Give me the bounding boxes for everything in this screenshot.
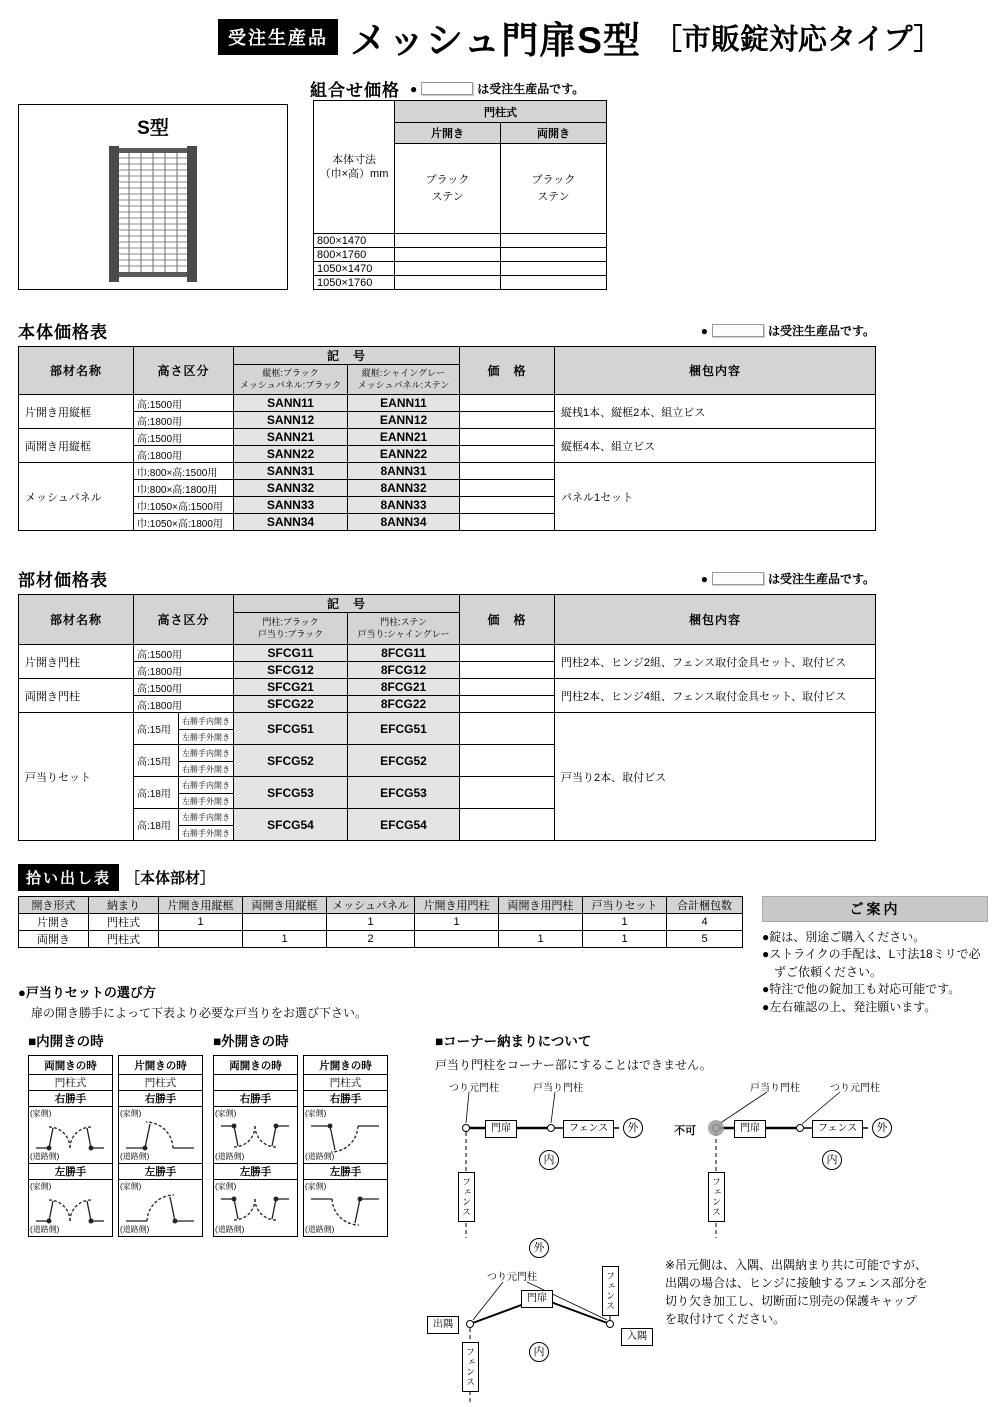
price-cell: [501, 276, 607, 290]
hiroi-cell: 5: [667, 931, 743, 948]
code-cell: EANN11: [348, 395, 460, 412]
road-side-label: (道路側): [215, 1225, 245, 1234]
goannai-items: [762, 929, 988, 1016]
height-cell: 巾:800×高:1800用: [134, 480, 234, 497]
price-cell: [395, 276, 501, 290]
door-swing-icon: [220, 1120, 290, 1154]
order-note: [701, 570, 875, 587]
road-side-label: (道路側): [30, 1152, 60, 1161]
code-cell: 8FCG12: [348, 662, 460, 679]
code-cell: EFCG52: [348, 745, 460, 777]
hiroi-cell: [243, 914, 327, 931]
color-price-cell: ブラック ステン: [395, 144, 501, 234]
code-cell: SANN12: [234, 412, 348, 429]
road-side-label: (道路側): [305, 1225, 335, 1234]
hiroi-cell: 門柱式: [89, 931, 159, 948]
contents-cell: 門柱2本、ヒンジ4組、フェンス取付金具セット、取付ビス: [555, 679, 876, 713]
erabikata-section: [18, 982, 367, 1021]
combo-price-table: [313, 100, 607, 290]
swing-diagram-cell: [214, 1180, 298, 1237]
hand-direction-cell: 右勝手内開き 左勝手外開き: [179, 713, 234, 745]
hiroi-cell: 1: [415, 914, 499, 931]
col-header-part: 部材名称: [19, 595, 134, 645]
hiroi-cell: [159, 931, 243, 948]
height-cell: 高:18用: [134, 809, 179, 841]
part-name-cell: 両開き用縦框: [19, 429, 134, 463]
double-swing-header: 両開き: [501, 123, 607, 144]
road-side-label: (道路側): [30, 1225, 60, 1234]
code-cell: 8ANN33: [348, 497, 460, 514]
contents-cell: 門柱2本、ヒンジ2組、フェンス取付金具セット、取付ビス: [555, 645, 876, 679]
hiroidashi-table: [18, 896, 743, 948]
part-name-cell: 両開き門柱: [19, 679, 134, 713]
col-header-height: 高さ区分: [134, 347, 234, 395]
code-cell: SANN11: [234, 395, 348, 412]
bullet-icon: ●: [700, 323, 708, 338]
part-name-cell: 戸当りセット: [19, 713, 134, 841]
height-cell: 高:15用: [134, 713, 179, 745]
swing-table-title: 片開きの時: [304, 1056, 388, 1075]
code-cell: EANN22: [348, 446, 460, 463]
corner-diagram-bottom: [425, 1238, 675, 1406]
outside-marker: 外: [872, 1118, 892, 1138]
swing-diagram-cell: [119, 1180, 203, 1237]
hiroi-cell: 1: [583, 914, 667, 931]
order-note-text: は受注生産品です。: [767, 572, 875, 586]
house-side-label: (家側): [30, 1182, 52, 1191]
part-name-cell: 片開き用縦框: [19, 395, 134, 429]
inside-marker: 内: [822, 1150, 842, 1170]
fence-label-vertical: フェンス: [462, 1342, 479, 1392]
price-cell: [460, 514, 555, 531]
code-cell: SANN22: [234, 446, 348, 463]
sotobiraki-block: [213, 1030, 388, 1237]
contents-cell: 縦桟1本、縦框2本、組立ビス: [555, 395, 876, 429]
height-cell: 高:18用: [134, 777, 179, 809]
hiroi-cell: 1: [243, 931, 327, 948]
hiroidashi-heading-row: [18, 864, 215, 891]
goannai-item: ●ストライクの手配は、L寸法18ミリで必ずご依頼ください。: [762, 947, 981, 979]
door-swing-icon: [310, 1193, 380, 1227]
page-title: メッシュ門扉S型: [350, 20, 641, 61]
swing-diagram-cell: [29, 1107, 113, 1164]
gate-illustration: [105, 144, 201, 284]
table-row: [19, 914, 743, 931]
hiroi-header-cell: メッシュパネル: [327, 897, 415, 914]
height-cell: 高:15用: [134, 745, 179, 777]
blank-price-box: [421, 82, 473, 95]
height-cell: 巾:800×高:1500用: [134, 463, 234, 480]
order-note: [701, 322, 875, 339]
hiroi-cell: 1: [499, 931, 583, 948]
gate-label-box: 門扉: [521, 1290, 553, 1308]
corner-diagram-allowed: [435, 1076, 665, 1240]
hiroi-cell: 1: [159, 914, 243, 931]
code-cell: SFCG11: [234, 645, 348, 662]
col-header-price: 価 格: [460, 347, 555, 395]
made-to-order-badge: 受注生産品: [218, 19, 338, 55]
code-cell: SANN31: [234, 463, 348, 480]
inside-marker: 内: [539, 1150, 559, 1170]
house-side-label: (家側): [120, 1182, 142, 1191]
post-type-cell: [214, 1075, 298, 1091]
code-cell: SFCG54: [234, 809, 348, 841]
corner-note: [665, 1256, 995, 1328]
right-hand-label: 右勝手: [304, 1091, 388, 1107]
code-cell: SFCG52: [234, 745, 348, 777]
swing-table-title: 片開きの時: [119, 1056, 203, 1075]
hiroi-cell: 両開き: [19, 931, 89, 948]
left-hand-label: 左勝手: [119, 1164, 203, 1180]
price-cell: [460, 645, 555, 662]
bullet-icon: ●: [410, 81, 418, 96]
swing-table-title: 両開きの時: [214, 1056, 298, 1075]
price-cell: [460, 696, 555, 713]
house-side-label: (家側): [305, 1109, 327, 1118]
single-swing-header: 片開き: [395, 123, 501, 144]
price-cell: [395, 234, 501, 248]
col-header-height: 高さ区分: [134, 595, 234, 645]
bullet-icon: ●: [700, 571, 708, 586]
code-cell: EFCG51: [348, 713, 460, 745]
blank-price-box: [712, 572, 764, 585]
outside-marker: 外: [529, 1238, 549, 1258]
hinge-post-label: つり元門柱: [830, 1083, 880, 1094]
corner-section-heading: [435, 1030, 712, 1073]
table-row: [19, 931, 743, 948]
corner-note-line: 出隅の場合は、ヒンジに接触するフェンス部分を: [665, 1276, 928, 1290]
uchibiraki-block: [28, 1030, 203, 1237]
height-cell: 高:1800用: [134, 662, 234, 679]
right-hand-label: 右勝手: [29, 1091, 113, 1107]
price-cell: [460, 412, 555, 429]
part-name-cell: メッシュパネル: [19, 463, 134, 531]
hiroi-header-cell: 納まり: [89, 897, 159, 914]
stopper-post-label: 戸当り門柱: [533, 1083, 583, 1094]
code-cell: 8ANN32: [348, 480, 460, 497]
erabikata-title: ●戸当りセットの選び方: [18, 985, 156, 1000]
swing-table-title: 両開きの時: [29, 1056, 113, 1075]
code-cell: SANN21: [234, 429, 348, 446]
hiroi-cell: 門柱式: [89, 914, 159, 931]
code-cell: SFCG53: [234, 777, 348, 809]
buzai-price-heading: 部材価格表: [18, 571, 108, 590]
size-cell: 800×1470: [314, 234, 395, 248]
corner-note-line: ※吊元側は、入隅、出隅納まり共に可能ですが、: [665, 1258, 928, 1272]
price-cell: [460, 809, 555, 841]
inside-corner-label: 入隅: [621, 1328, 653, 1346]
price-cell: [460, 713, 555, 745]
code-cell: SFCG22: [234, 696, 348, 713]
hand-direction-cell: 左勝手内開き 右勝手外開き: [179, 745, 234, 777]
code-cell: 8ANN31: [348, 463, 460, 480]
not-allowed-marker: [708, 1120, 724, 1136]
order-note: [410, 80, 584, 97]
inside-marker: 内: [529, 1342, 549, 1362]
col-header-part: 部材名称: [19, 347, 134, 395]
code-cell: SANN32: [234, 480, 348, 497]
goannai-item: ●錠は、別途ご購入ください。: [762, 930, 926, 944]
hiroi-header-cell: 両開き用縦框: [243, 897, 327, 914]
hinge-post-label: つり元門柱: [449, 1083, 499, 1094]
goannai-item: ●特注で他の錠加工も対応可能です。: [762, 982, 961, 997]
left-hand-label: 左勝手: [29, 1164, 113, 1180]
buzai-heading-row: [18, 566, 875, 591]
height-cell: 高:1500用: [134, 679, 234, 696]
color-price-cell: ブラック ステン: [501, 144, 607, 234]
height-cell: 巾:1050×高:1800用: [134, 514, 234, 531]
door-swing-icon: [220, 1193, 290, 1227]
page-header: [218, 10, 942, 64]
buzai-price-table: [18, 594, 876, 841]
order-note-text: は受注生産品です。: [477, 82, 585, 96]
house-side-label: (家側): [120, 1109, 142, 1118]
price-cell: [460, 679, 555, 696]
price-cell: [395, 248, 501, 262]
price-cell: [501, 234, 607, 248]
col-header-contents: 梱包内容: [555, 595, 876, 645]
col-header-code: 記 号: [234, 347, 460, 365]
not-allowed-label: 不可: [674, 1125, 696, 1137]
gate-label-box: 門扉: [734, 1120, 766, 1138]
hontai-price-heading: 本体価格表: [18, 323, 108, 342]
code-cell: EFCG54: [348, 809, 460, 841]
road-side-label: (道路側): [120, 1225, 150, 1234]
swing-table-kata-soto: [303, 1055, 388, 1237]
swing-diagram-cell: [119, 1107, 203, 1164]
blank-price-box: [712, 324, 764, 337]
hiroi-cell: 4: [667, 914, 743, 931]
height-cell: 高:1800用: [134, 696, 234, 713]
hiroi-header-cell: 両開き用門柱: [499, 897, 583, 914]
hiroi-cell: 2: [327, 931, 415, 948]
right-hand-label: 右勝手: [214, 1091, 298, 1107]
height-cell: 高:1500用: [134, 645, 234, 662]
post-type-cell: 門柱式: [304, 1075, 388, 1091]
code-cell: SANN34: [234, 514, 348, 531]
price-cell: [460, 395, 555, 412]
price-cell: [460, 497, 555, 514]
part-name-cell: 片開き門柱: [19, 645, 134, 679]
height-cell: 高:1800用: [134, 412, 234, 429]
left-hand-label: 左勝手: [304, 1164, 388, 1180]
hontai-heading-row: [18, 318, 875, 343]
code-cell: 8FCG21: [348, 679, 460, 696]
goannai-item: ●左右確認の上、発注願います。: [762, 999, 937, 1014]
sotobiraki-heading: ■外開きの時: [213, 1034, 289, 1049]
goannai-section: [762, 896, 988, 1016]
house-side-label: (家側): [30, 1109, 52, 1118]
dimension-header-cell: 本体寸法 （巾×高）mm: [314, 101, 395, 234]
swing-table-kata-uchi: [118, 1055, 203, 1237]
goannai-title: ご案内: [762, 896, 988, 922]
stopper-post-label: 戸当り門柱: [750, 1083, 800, 1094]
swing-table-ryou-soto: [213, 1055, 298, 1237]
contents-cell: パネル1セット: [555, 463, 876, 531]
code-cell: SANN33: [234, 497, 348, 514]
contents-cell: 戸当り2本、取付ビス: [555, 713, 876, 841]
corner-note-line: 切り欠き加工し、切断面に別売の保護キャップ: [665, 1294, 918, 1308]
hiroi-header-cell: 片開き用縦框: [159, 897, 243, 914]
house-side-label: (家側): [215, 1109, 237, 1118]
code-variant1-header: 門柱:ブラック 戸当り:ブラック: [234, 613, 348, 645]
col-header-contents: 梱包内容: [555, 347, 876, 395]
fence-label-vertical: フェンス: [602, 1266, 619, 1316]
gate-label-box: 門扉: [485, 1120, 517, 1138]
road-side-label: (道路側): [120, 1152, 150, 1161]
hiroi-header-cell: 片開き用門柱: [415, 897, 499, 914]
code-cell: 8FCG11: [348, 645, 460, 662]
swing-diagram-cell: [29, 1180, 113, 1237]
hiroi-cell: 1: [583, 931, 667, 948]
left-hand-label: 左勝手: [214, 1164, 298, 1180]
post-type-header: 門柱式: [395, 101, 607, 123]
house-side-label: (家側): [215, 1182, 237, 1191]
code-variant2-header: 門柱:ステン 戸当り:シャイングレー: [348, 613, 460, 645]
code-cell: SFCG12: [234, 662, 348, 679]
price-cell: [501, 248, 607, 262]
col-header-price: 価 格: [460, 595, 555, 645]
door-swing-icon: [35, 1193, 105, 1227]
hiroi-cell: 1: [327, 914, 415, 931]
outside-marker: 外: [623, 1118, 643, 1138]
post-type-cell: 門柱式: [119, 1075, 203, 1091]
outside-corner-label: 出隅: [427, 1316, 459, 1334]
price-cell: [460, 662, 555, 679]
combo-price-heading: 組合せ価格: [310, 81, 400, 100]
door-swing-icon: [125, 1120, 195, 1154]
page-subtitle: ［市販錠対応タイプ］: [652, 23, 943, 56]
combo-heading-row: [310, 76, 584, 101]
product-model-label: S型: [137, 118, 169, 139]
code-cell: EANN12: [348, 412, 460, 429]
order-note-text: は受注生産品です。: [767, 324, 875, 338]
price-cell: [460, 446, 555, 463]
hinge-post-label: つり元門柱: [487, 1272, 537, 1283]
height-cell: 高:1800用: [134, 446, 234, 463]
corner-diagram-not-allowed: [672, 1076, 908, 1240]
hiroi-header-cell: 合計梱包数: [667, 897, 743, 914]
fence-label-box: フェンス: [812, 1120, 863, 1138]
hiroi-header-cell: 開き形式: [19, 897, 89, 914]
height-cell: 高:1500用: [134, 429, 234, 446]
code-cell: EANN21: [348, 429, 460, 446]
fence-label-vertical: フェンス: [458, 1172, 475, 1222]
corner-note-line: を取付けてください。: [665, 1312, 786, 1326]
right-hand-label: 右勝手: [119, 1091, 203, 1107]
price-cell: [460, 777, 555, 809]
price-cell: [460, 429, 555, 446]
col-header-code: 記 号: [234, 595, 460, 613]
contents-cell: 縦框4本、組立ビス: [555, 429, 876, 463]
swing-table-ryou-uchi: [28, 1055, 113, 1237]
code-cell: SFCG51: [234, 713, 348, 745]
size-cell: 1050×1760: [314, 276, 395, 290]
price-cell: [460, 480, 555, 497]
height-cell: 巾:1050×高:1500用: [134, 497, 234, 514]
code-variant1-header: 縦框:ブラック メッシュパネル:ブラック: [234, 365, 348, 395]
hiroi-cell: [415, 931, 499, 948]
hand-direction-cell: 左勝手内開き 右勝手外開き: [179, 809, 234, 841]
swing-diagram-cell: [304, 1107, 388, 1164]
code-variant2-header: 縦框:シャイングレー メッシュパネル:ステン: [348, 365, 460, 395]
size-cell: 800×1760: [314, 248, 395, 262]
hiroi-cell: [499, 914, 583, 931]
fence-label-box: フェンス: [563, 1120, 614, 1138]
hiroi-cell: 片開き: [19, 914, 89, 931]
post-type-cell: 門柱式: [29, 1075, 113, 1091]
hiroidashi-heading-suffix: ［本体部材］: [125, 870, 216, 887]
swing-diagram-cell: [304, 1180, 388, 1237]
price-cell: [395, 262, 501, 276]
door-swing-icon: [125, 1193, 195, 1227]
code-cell: 8ANN34: [348, 514, 460, 531]
fence-label-vertical: フェンス: [708, 1172, 725, 1222]
house-side-label: (家側): [305, 1182, 327, 1191]
height-cell: 高:1500用: [134, 395, 234, 412]
price-cell: [460, 463, 555, 480]
road-side-label: (道路側): [305, 1152, 335, 1161]
hontai-price-table: [18, 346, 876, 531]
erabikata-desc: 扉の開き勝手によって下表より必要な戸当りをお選び下さい。: [31, 1006, 368, 1020]
product-image-box: [18, 104, 288, 290]
code-cell: 8FCG22: [348, 696, 460, 713]
size-cell: 1050×1470: [314, 262, 395, 276]
road-side-label: (道路側): [215, 1152, 245, 1161]
door-swing-icon: [35, 1120, 105, 1154]
hiroidashi-heading: 拾い出し表: [18, 864, 119, 891]
corner-heading: ■コーナー納まりについて: [435, 1034, 592, 1049]
code-cell: SFCG21: [234, 679, 348, 696]
hand-direction-cell: 右勝手内開き 左勝手外開き: [179, 777, 234, 809]
code-cell: EFCG53: [348, 777, 460, 809]
corner-desc: 戸当り門柱をコーナー部にすることはできません。: [435, 1058, 712, 1072]
uchibiraki-heading: ■内開きの時: [28, 1034, 104, 1049]
door-swing-icon: [310, 1120, 380, 1154]
hiroi-header-cell: 戸当りセット: [583, 897, 667, 914]
swing-diagram-cell: [214, 1107, 298, 1164]
price-cell: [501, 262, 607, 276]
price-cell: [460, 745, 555, 777]
